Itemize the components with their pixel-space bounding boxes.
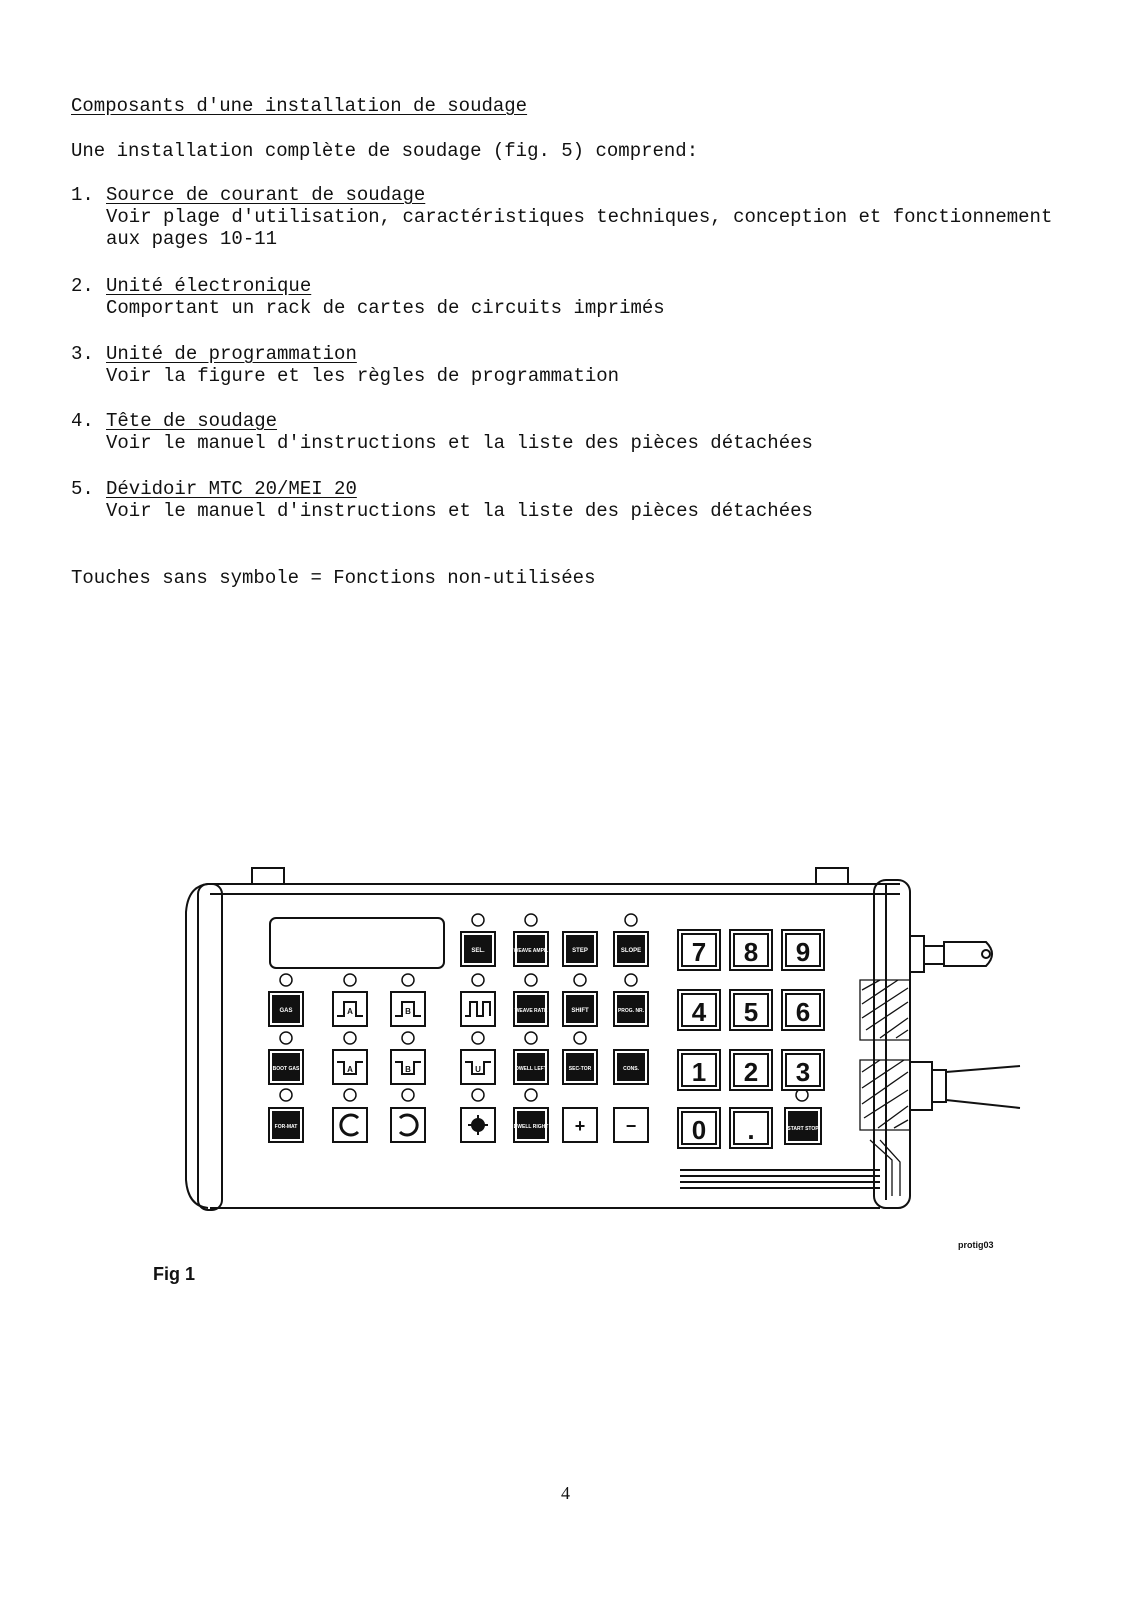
item-line: Voir le manuel d'instructions et la liste des pièces détachées bbox=[106, 500, 813, 522]
svg-text:B: B bbox=[405, 1065, 411, 1074]
key-pulse-a-icon[interactable] bbox=[333, 992, 367, 1026]
key-slope[interactable] bbox=[614, 932, 648, 966]
key-3[interactable] bbox=[782, 1050, 824, 1090]
key-pulse-b-icon[interactable] bbox=[391, 992, 425, 1026]
item-title: Unité de programmation bbox=[106, 343, 357, 365]
figure-code: protig03 bbox=[958, 1240, 994, 1250]
item-number: 5. bbox=[71, 478, 94, 500]
key-dwell-left[interactable] bbox=[514, 1050, 548, 1084]
key-label: GAS bbox=[279, 1008, 293, 1014]
key-label: BOOT GAS bbox=[272, 1066, 300, 1072]
key-minus[interactable] bbox=[614, 1108, 648, 1142]
key-2[interactable] bbox=[730, 1050, 772, 1090]
key-home-icon[interactable] bbox=[461, 1108, 495, 1142]
key-label: 8 bbox=[743, 937, 759, 967]
key-sel[interactable] bbox=[461, 932, 495, 966]
item-title: Tête de soudage bbox=[106, 410, 278, 432]
key-gas[interactable] bbox=[269, 992, 303, 1026]
key-label: 9 bbox=[795, 937, 811, 967]
svg-text:A: A bbox=[347, 1007, 353, 1016]
key-label: 3 bbox=[795, 1057, 811, 1087]
key-prog-nr[interactable] bbox=[614, 992, 648, 1026]
key-sector[interactable] bbox=[563, 1050, 597, 1084]
key-dwell-right[interactable] bbox=[514, 1108, 549, 1142]
key-label: 5 bbox=[743, 997, 759, 1027]
key-weave-ampl[interactable] bbox=[514, 932, 549, 966]
key-plus[interactable] bbox=[563, 1108, 597, 1142]
key-label: SLOPE bbox=[620, 948, 642, 954]
programming-unit-figure bbox=[180, 840, 1040, 1240]
key-level-u-icon[interactable] bbox=[461, 1050, 495, 1084]
key-label: SHIFT bbox=[571, 1008, 589, 1014]
key-9[interactable] bbox=[782, 930, 824, 970]
key-label: 0 bbox=[691, 1115, 707, 1145]
key-1[interactable] bbox=[678, 1050, 720, 1090]
key-4[interactable] bbox=[678, 990, 720, 1030]
key-label: DWELL LEFT bbox=[515, 1066, 547, 1072]
note-text: Touches sans symbole = Fonctions non-utilisées bbox=[71, 567, 596, 589]
key-start-stop[interactable] bbox=[785, 1108, 821, 1144]
key-label: − bbox=[625, 1116, 637, 1136]
figure-label: Fig 1 bbox=[153, 1264, 196, 1284]
item-line: Voir la figure et les règles de programmation bbox=[106, 365, 620, 387]
item-title: Dévidoir MTC 20/MEI 20 bbox=[106, 478, 357, 500]
key-label: STEP bbox=[572, 948, 588, 954]
key-rotate-cw-icon[interactable] bbox=[333, 1108, 367, 1142]
item-number: 1. bbox=[71, 184, 94, 206]
key-label: 1 bbox=[691, 1057, 707, 1087]
item-line: Voir plage d'utilisation, caractéristiques techniques, conception et fonctionnement bbox=[106, 206, 1053, 228]
key-step[interactable] bbox=[563, 932, 597, 966]
key-shift[interactable] bbox=[563, 992, 597, 1026]
key-weave-rate[interactable] bbox=[514, 992, 548, 1026]
key-label: . bbox=[747, 1115, 755, 1145]
key-rotate-ccw-icon[interactable] bbox=[391, 1108, 425, 1142]
item-number: 2. bbox=[71, 275, 94, 297]
key-label: + bbox=[574, 1116, 586, 1136]
item-title: Unité électronique bbox=[106, 275, 312, 297]
item-line: Voir le manuel d'instructions et la liste des pièces détachées bbox=[106, 432, 813, 454]
intro-text: Une installation complète de soudage (fig. 5) comprend: bbox=[71, 140, 699, 162]
key-label: 2 bbox=[743, 1057, 759, 1087]
key-label: SEC-TOR bbox=[568, 1066, 592, 1072]
svg-text:U: U bbox=[475, 1065, 481, 1074]
key-label: 6 bbox=[795, 997, 811, 1027]
item-number: 3. bbox=[71, 343, 94, 365]
key-5[interactable] bbox=[730, 990, 772, 1030]
key-label: WEAVE AMPL. bbox=[513, 948, 549, 954]
key-6[interactable] bbox=[782, 990, 824, 1030]
item-line: Comportant un rack de cartes de circuits imprimés bbox=[106, 297, 665, 319]
key-label: CONS. bbox=[623, 1066, 639, 1072]
key-level-a-icon[interactable] bbox=[333, 1050, 367, 1084]
svg-text:A: A bbox=[347, 1065, 353, 1074]
key-8[interactable] bbox=[730, 930, 772, 970]
key-level-b-icon[interactable] bbox=[391, 1050, 425, 1084]
key-7[interactable] bbox=[678, 930, 720, 970]
key-cons[interactable] bbox=[614, 1050, 648, 1084]
key-label: WEAVE RATE bbox=[514, 1008, 548, 1014]
key-label: PROG. NR. bbox=[617, 1008, 645, 1014]
key-label: START STOP bbox=[787, 1126, 819, 1132]
item-number: 4. bbox=[71, 410, 94, 432]
key-decimal-point[interactable] bbox=[730, 1108, 772, 1148]
section-heading: Composants d'une installation de soudage bbox=[71, 95, 528, 117]
key-boot-gas[interactable] bbox=[269, 1050, 303, 1084]
key-format[interactable] bbox=[269, 1108, 303, 1142]
page-number: 4 bbox=[561, 1483, 570, 1503]
key-label: SEL. bbox=[471, 948, 485, 954]
item-line: aux pages 10-11 bbox=[106, 228, 278, 250]
key-0[interactable] bbox=[678, 1108, 720, 1148]
item-title: Source de courant de soudage bbox=[106, 184, 426, 206]
key-label: 7 bbox=[691, 937, 707, 967]
key-label: 4 bbox=[691, 997, 707, 1027]
key-pulse-wave-icon[interactable] bbox=[461, 992, 495, 1026]
key-label: FOR-MAT bbox=[274, 1124, 298, 1130]
key-label: DWELL RIGHT bbox=[513, 1124, 549, 1130]
svg-text:B: B bbox=[405, 1007, 411, 1016]
